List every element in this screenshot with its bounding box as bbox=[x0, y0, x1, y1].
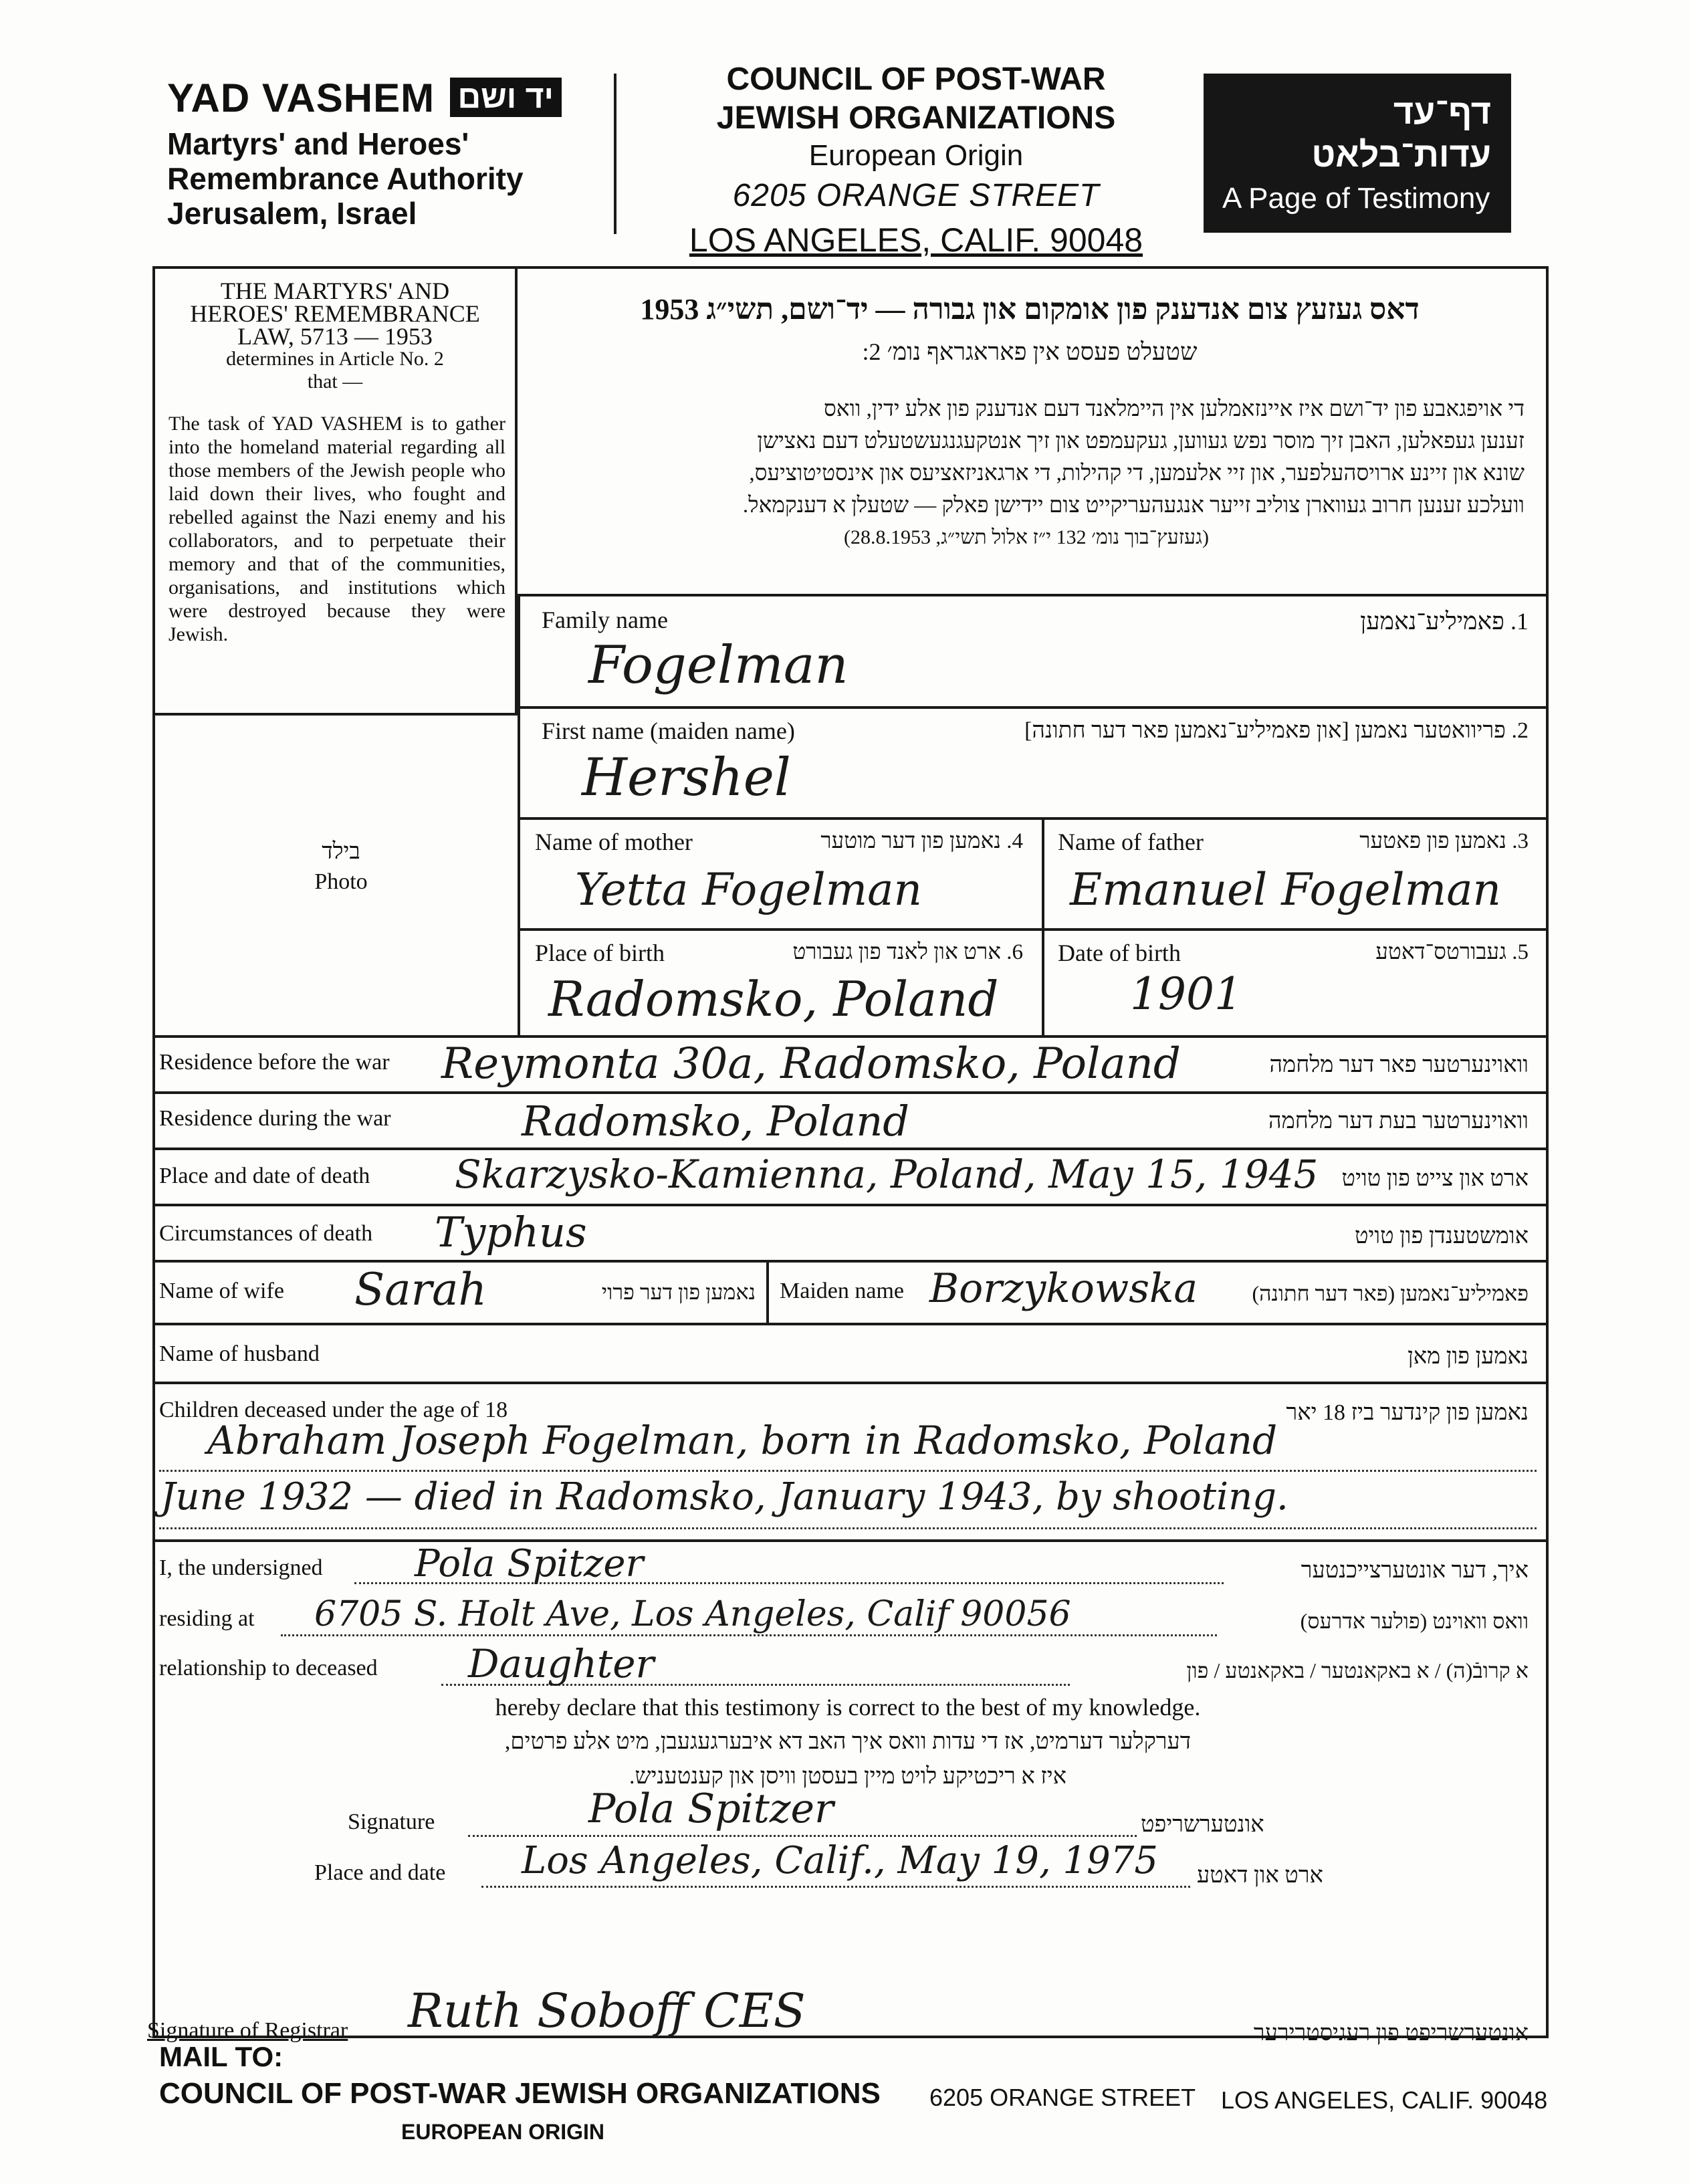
grid-line bbox=[152, 1260, 1549, 1263]
undersigned-value[interactable]: Pola Spitzer bbox=[415, 1542, 644, 1586]
badge-hebrew-1: דף־עד bbox=[1393, 93, 1491, 132]
law-box-body: The task of YAD VASHEM is to gather into the homeland material regarding all those members of the Jewish people who laid down their lives, who fought and rebelled against the Nazi enemy and his collaborators, and to perpetuate their memory and that of the communities, organisations, and institutions which were destroyed because they were Jewish. bbox=[168, 413, 505, 645]
yad-vashem-hebrew-mark: יד ושם bbox=[450, 78, 562, 117]
father-name-value[interactable]: Emanuel Fogelman bbox=[1070, 864, 1502, 915]
hebrew-law-p2: זענען געפאלען, האבן זיך מוסר נפש געווען, געקעמפט און זיך אנטקעגנגעשטעלט דעם נאצישן bbox=[757, 429, 1525, 453]
wife-name-value[interactable]: Sarah bbox=[354, 1264, 487, 1315]
grid-line bbox=[152, 1148, 1549, 1150]
place-date-underline bbox=[481, 1886, 1190, 1888]
circumstances-label-hebrew: אומשטענדן פון טויט bbox=[1354, 1224, 1529, 1248]
yad-vashem-subtitle-1: Martyrs' and Heroes' bbox=[167, 126, 469, 161]
residence-during-value[interactable]: Radomsko, Poland bbox=[522, 1097, 909, 1145]
signature-label-hebrew: אונטערשריפט bbox=[1141, 1812, 1264, 1837]
birthplace-label: Place of birth bbox=[535, 940, 665, 966]
badge-hebrew-2: עדות־בלאט bbox=[1311, 136, 1491, 175]
badge-english: A Page of Testimony bbox=[1222, 182, 1490, 215]
children-line-2[interactable]: June 1932 — died in Radomsko, January 1943, by shooting. bbox=[160, 1475, 1288, 1519]
residing-label: residing at bbox=[159, 1606, 255, 1631]
council-line-1: COUNCIL OF POST-WAR bbox=[726, 62, 1106, 97]
law-title-4: determines in Article No. 2 bbox=[226, 348, 444, 370]
footer-city: LOS ANGELES, CALIF. 90048 bbox=[1221, 2086, 1548, 2114]
council-line-3: European Origin bbox=[808, 139, 1024, 172]
law-title-2: HEROES' REMEMBRANCE bbox=[190, 300, 480, 327]
maiden-name-value[interactable]: Borzykowska bbox=[929, 1265, 1198, 1312]
undersigned-label-hebrew: איך, דער אונטערצייכנטער bbox=[1301, 1558, 1529, 1583]
hebrew-law-p3: שונא און זיינע ארויסהעלפער, און זיי אלעמען, די קהילות, די ארגאניזאציעס און אינסטיטוציעס, bbox=[749, 461, 1525, 485]
grid-line bbox=[518, 817, 1549, 820]
hebrew-law-p5: (געזעץ־בוך נומ׳ 132 י״ז אלול תשי״ג, 28.8.1953) bbox=[844, 526, 1209, 548]
father-name-label: Name of father bbox=[1058, 829, 1204, 855]
husband-name-label-hebrew: נאמען פון מאן bbox=[1408, 1344, 1529, 1369]
hebrew-law-body bbox=[528, 393, 1525, 554]
grid-line bbox=[152, 1204, 1549, 1206]
residing-label-hebrew: וואס וואוינט (פולער אדרעס) bbox=[1300, 1609, 1529, 1633]
grid-line bbox=[518, 594, 1549, 596]
death-label: Place and date of death bbox=[159, 1164, 370, 1188]
photo-label: Photo bbox=[314, 869, 368, 894]
residing-value[interactable]: 6705 S. Holt Ave, Los Angeles, Calif 90056 bbox=[314, 1594, 1071, 1634]
family-name-label: Family name bbox=[542, 607, 668, 633]
law-box-title bbox=[160, 280, 510, 393]
residence-before-label-hebrew: וואוינערטער פאר דער מלחמה bbox=[1269, 1053, 1529, 1077]
hebrew-law-subtitle: שטעלט פעסט אין פאראגראף נומ׳ 2: bbox=[862, 338, 1198, 365]
footer-street: 6205 ORANGE STREET bbox=[929, 2084, 1196, 2111]
grid-line bbox=[518, 928, 1549, 931]
maiden-name-label-hebrew: פאמיליע־נאמען (פאר דער חתונה) bbox=[1252, 1281, 1529, 1305]
council-line-4: 6205 ORANGE STREET bbox=[732, 178, 1100, 213]
children-label-hebrew: נאמען פון קינדער ביז 18 יאר bbox=[1286, 1400, 1529, 1425]
grid-line bbox=[152, 1091, 1549, 1094]
law-title-5: that — bbox=[307, 370, 363, 393]
place-date-value[interactable]: Los Angeles, Calif., May 19, 1975 bbox=[522, 1839, 1159, 1882]
birthplace-value[interactable]: Radomsko, Poland bbox=[548, 971, 999, 1027]
circumstances-value[interactable]: Typhus bbox=[435, 1208, 587, 1257]
page-of-testimony-badge bbox=[1204, 74, 1511, 233]
birthdate-label-hebrew: 5. געבורטס־דאטע bbox=[1375, 940, 1529, 964]
place-date-label-hebrew: ארט און דאטע bbox=[1197, 1863, 1323, 1888]
grid-line bbox=[518, 706, 1549, 709]
children-line-1[interactable]: Abraham Joseph Fogelman, born in Radomsko, Poland bbox=[207, 1418, 1278, 1463]
husband-name-label: Name of husband bbox=[159, 1341, 320, 1366]
grid-line bbox=[518, 594, 520, 1035]
residence-before-value[interactable]: Reymonta 30a, Radomsko, Poland bbox=[441, 1039, 1181, 1089]
law-title-1: THE MARTYRS' AND bbox=[220, 278, 450, 304]
council-header bbox=[642, 60, 1190, 262]
yad-vashem-logo bbox=[167, 75, 562, 121]
birthplace-label-hebrew: 6. ארט און לאנד פון געבורט bbox=[792, 940, 1023, 964]
footer-origin: EUROPEAN ORIGIN bbox=[401, 2120, 605, 2144]
header-divider bbox=[614, 74, 616, 234]
birthdate-value[interactable]: 1901 bbox=[1130, 968, 1242, 1020]
birthdate-label: Date of birth bbox=[1058, 940, 1181, 966]
grid-line bbox=[152, 1539, 1549, 1542]
residence-during-label: Residence during the war bbox=[159, 1106, 391, 1131]
grid-line bbox=[152, 1323, 1549, 1325]
registrar-label: Signature of Registrar bbox=[147, 2018, 348, 2043]
place-date-label: Place and date bbox=[314, 1860, 446, 1885]
residence-during-label-hebrew: וואוינערטער בעת דער מלחמה bbox=[1268, 1109, 1529, 1133]
mother-name-label: Name of mother bbox=[535, 829, 693, 855]
children-underline-2 bbox=[159, 1527, 1537, 1529]
residing-underline bbox=[281, 1634, 1217, 1636]
residence-before-label: Residence before the war bbox=[159, 1050, 390, 1075]
wife-name-label: Name of wife bbox=[159, 1279, 284, 1303]
signature-value[interactable]: Pola Spitzer bbox=[588, 1785, 834, 1832]
declaration-hebrew-2: איז א ריכטיקע לויט מיין בעסטן וויסן און קענטעניש. bbox=[629, 1764, 1067, 1789]
grid-line bbox=[152, 1382, 1549, 1384]
council-line-2: JEWISH ORGANIZATIONS bbox=[716, 100, 1116, 136]
yad-vashem-subtitle-3: Jerusalem, Israel bbox=[167, 196, 417, 231]
mail-to-label: MAIL TO: bbox=[159, 2041, 284, 2072]
declaration-hebrew-1: דערקלער דערמיט, אז די עדות וואס איך האב דא איבערגעגעבן, מיט אלע פרטים, bbox=[504, 1729, 1192, 1754]
law-title-3: LAW, 5713 — 1953 bbox=[237, 323, 433, 350]
declaration-english: hereby declare that this testimony is correct to the best of my knowledge. bbox=[495, 1694, 1201, 1721]
first-name-value[interactable]: Hershel bbox=[582, 748, 791, 808]
mother-name-value[interactable]: Yetta Fogelman bbox=[575, 864, 923, 915]
yad-vashem-subtitle-2: Remembrance Authority bbox=[167, 161, 524, 196]
death-value[interactable]: Skarzysko-Kamienna, Poland, May 15, 1945 bbox=[455, 1152, 1319, 1197]
photo-label-hebrew: בילד bbox=[322, 839, 360, 864]
grid-line bbox=[766, 1260, 769, 1323]
wife-name-label-hebrew: נאמען פון דער פרוי bbox=[601, 1280, 756, 1304]
grid-line bbox=[152, 1035, 1549, 1038]
registrar-label-hebrew: אונטערשריפט פון רעגיסטרירער bbox=[1253, 2021, 1529, 2046]
death-label-hebrew: ארט און צייט פון טויט bbox=[1341, 1166, 1529, 1191]
father-name-label-hebrew: 3. נאמען פון פאטער bbox=[1359, 829, 1529, 853]
hebrew-law-p4: וועלכע זענען חרוב געווארן צוליב זייער אנגעהעריקייט צום יידישן פאלק — שטעלן א דענקמאל. bbox=[742, 494, 1525, 518]
relationship-label: relationship to deceased bbox=[159, 1656, 378, 1680]
first-name-label-hebrew: 2. פריוואטער נאמען [און פאמיליע־נאמען פאר דער חתונה] bbox=[1024, 718, 1529, 743]
family-name-value[interactable]: Fogelman bbox=[588, 635, 849, 695]
hebrew-law-text bbox=[535, 288, 1525, 372]
council-line-5: LOS ANGELES, CALIF. 90048 bbox=[689, 221, 1143, 259]
grid-line bbox=[1042, 817, 1044, 1035]
maiden-name-label: Maiden name bbox=[780, 1279, 904, 1303]
children-label: Children deceased under the age of 18 bbox=[159, 1398, 508, 1422]
circumstances-label: Circumstances of death bbox=[159, 1221, 373, 1246]
registrar-signature[interactable]: Ruth Soboff CES bbox=[408, 1983, 806, 2038]
family-name-label-hebrew: 1. פאמיליע־נאמען bbox=[1360, 608, 1529, 635]
undersigned-label: I, the undersigned bbox=[159, 1555, 323, 1580]
signature-underline bbox=[468, 1835, 1137, 1837]
mother-name-label-hebrew: 4. נאמען פון דער מוטער bbox=[820, 829, 1023, 853]
hebrew-law-p1: די אויפגאבע פון יד־ושם איז איינזאמלען אין היימלאנד דעם אנדענק פון אלע ידין, וואס bbox=[823, 397, 1525, 421]
first-name-label: First name (maiden name) bbox=[542, 718, 795, 744]
relationship-label-hebrew: א קרובֿ(ה) / א באקאנטער / באקאנטע / פון bbox=[1186, 1658, 1529, 1682]
signature-label: Signature bbox=[348, 1810, 435, 1834]
relationship-value[interactable]: Daughter bbox=[468, 1641, 655, 1686]
yad-vashem-title: YAD VASHEM bbox=[167, 76, 435, 120]
children-underline-1 bbox=[159, 1470, 1537, 1472]
hebrew-law-title: דאס געזעץ צום אנדענק פון אומקום און גבורה — יד־ושם, תשי״ג 1953 bbox=[640, 293, 1420, 326]
footer-org: COUNCIL OF POST-WAR JEWISH ORGANIZATIONS bbox=[159, 2077, 881, 2110]
